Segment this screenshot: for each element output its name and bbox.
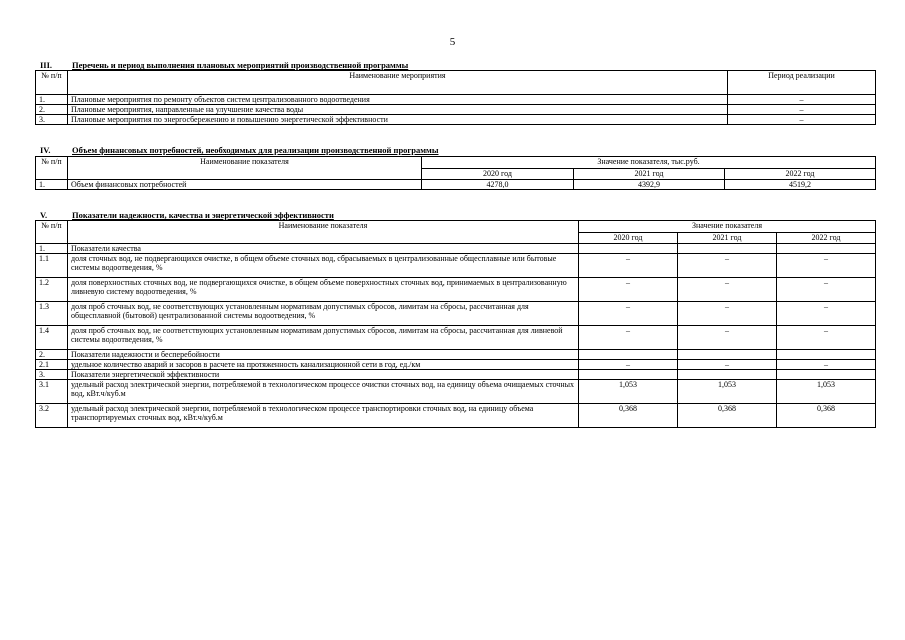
- table-row: [36, 404, 876, 428]
- row-period: –: [728, 115, 876, 125]
- section-5-table: [35, 220, 876, 428]
- row-name: доля проб сточных вод, не соответствующих установленным нормативам допустимых сбросов, лимитам на сбросы, рассчитанная для ливневой системы водоотведения, %: [68, 326, 579, 350]
- page-number: 5: [449, 36, 456, 48]
- row-name: Объем финансовых потребностей: [68, 180, 422, 190]
- row-value: 4278,0: [422, 180, 574, 190]
- row-value: –: [678, 254, 777, 278]
- col-value-header: Значение показателя: [579, 221, 876, 233]
- row-value: –: [579, 360, 678, 370]
- col-number-header: № п/п: [36, 157, 68, 180]
- row-value: [579, 350, 678, 360]
- row-name: удельный расход электрической энергии, потребляемой в технологическом процессе транспортировки сточных вод, на единицу объема транспортируемых сточных вод, кВт.ч/куб.м: [68, 404, 579, 428]
- col-name-header: Наименование мероприятия: [68, 71, 728, 95]
- col-number-header: № п/п: [36, 221, 68, 244]
- table-row: [36, 278, 876, 302]
- section-3-heading: Перечень и период выполнения плановых мероприятий производственной программы: [72, 60, 409, 70]
- row-period: –: [728, 95, 876, 105]
- section-4-title: [40, 145, 438, 155]
- year-header: 2022 год: [777, 233, 876, 244]
- row-name: Плановые мероприятия по ремонту объектов систем централизованного водоотведения: [68, 95, 728, 105]
- row-value: [777, 350, 876, 360]
- section-5-heading: Показатели надежности, качества и энергетической эффективности: [72, 210, 334, 220]
- row-number: 2.: [36, 350, 68, 360]
- col-period-header: Период реализации: [728, 71, 876, 95]
- section-3-table: [35, 70, 876, 125]
- row-value: [777, 370, 876, 380]
- row-name: Показатели качества: [68, 244, 579, 254]
- row-name: доля проб сточных вод, не соответствующих установленным нормативам допустимых сбросов, лимитам на сбросы, рассчитанная для общесплавной (бытовой) централизованной системы водоотведения, %: [68, 302, 579, 326]
- row-value: [678, 350, 777, 360]
- section-3-number: III.: [40, 60, 53, 70]
- row-value: [579, 244, 678, 254]
- year-header: 2020 год: [422, 169, 574, 180]
- row-value: –: [579, 326, 678, 350]
- section-4-table: [35, 156, 876, 190]
- section-5-title: [40, 210, 334, 220]
- row-name: удельный расход электрической энергии, потребляемой в технологическом процессе очистки сточных вод, на единицу объема очищаемых сточных вод, кВт.ч/куб.м: [68, 380, 579, 404]
- row-value: –: [777, 302, 876, 326]
- row-value: –: [777, 326, 876, 350]
- row-number: 1.3: [36, 302, 68, 326]
- row-value: [777, 244, 876, 254]
- col-name-header: Наименование показателя: [68, 221, 579, 244]
- row-value: –: [777, 254, 876, 278]
- row-number: 2.: [36, 105, 68, 115]
- table-row: [36, 105, 876, 115]
- row-name: Показатели энергетической эффективности: [68, 370, 579, 380]
- row-number: 3.: [36, 370, 68, 380]
- row-number: 3.: [36, 115, 68, 125]
- table-row: [36, 380, 876, 404]
- row-name: Плановые мероприятия по энергосбережению и повышению энергетической эффективности: [68, 115, 728, 125]
- row-name: Плановые мероприятия, направленные на улучшение качества воды: [68, 105, 728, 115]
- row-period: –: [728, 105, 876, 115]
- table-row: [36, 180, 876, 190]
- table-row: [36, 254, 876, 278]
- row-number: 1.: [36, 180, 68, 190]
- row-value: –: [678, 302, 777, 326]
- row-value: –: [579, 302, 678, 326]
- table-row: [36, 95, 876, 105]
- table-row: [36, 370, 876, 380]
- table-row: [36, 244, 876, 254]
- year-header: 2020 год: [579, 233, 678, 244]
- row-name: доля сточных вод, не подвергающихся очистке, в общем объеме сточных вод, сбрасываемых в централизованные общесплавные или бытовые системы водоотведения, %: [68, 254, 579, 278]
- row-number: 1.1: [36, 254, 68, 278]
- section-3-title: [40, 60, 408, 70]
- row-value: 1,053: [579, 380, 678, 404]
- row-value: –: [777, 360, 876, 370]
- col-value-header: Значение показателя, тыс.руб.: [422, 157, 876, 169]
- row-name: Показатели надежности и бесперебойности: [68, 350, 579, 360]
- row-value: –: [777, 278, 876, 302]
- row-value: 4392,9: [574, 180, 725, 190]
- row-value: –: [579, 254, 678, 278]
- row-value: –: [678, 360, 777, 370]
- row-value: 1,053: [777, 380, 876, 404]
- table-row: [36, 360, 876, 370]
- year-header: 2021 год: [678, 233, 777, 244]
- section-5-number: V.: [40, 210, 48, 220]
- col-name-header: Наименование показателя: [68, 157, 422, 180]
- row-value: [678, 244, 777, 254]
- row-value: –: [678, 326, 777, 350]
- col-number-header: № п/п: [36, 71, 68, 95]
- row-value: [579, 370, 678, 380]
- table-row: [36, 115, 876, 125]
- year-header: 2021 год: [574, 169, 725, 180]
- table-row: [36, 350, 876, 360]
- year-header: 2022 год: [725, 169, 876, 180]
- section-4-heading: Объем финансовых потребностей, необходимых для реализации производственной программы: [72, 145, 439, 155]
- row-number: 2.1: [36, 360, 68, 370]
- section-4-number: IV.: [40, 145, 51, 155]
- row-value: 0,368: [678, 404, 777, 428]
- row-value: 4519,2: [725, 180, 876, 190]
- table-row: [36, 326, 876, 350]
- table-header-row: [36, 157, 876, 169]
- row-value: 0,368: [777, 404, 876, 428]
- row-value: [678, 370, 777, 380]
- row-number: 1.4: [36, 326, 68, 350]
- row-number: 3.1: [36, 380, 68, 404]
- row-value: 0,368: [579, 404, 678, 428]
- table-header-row: [36, 221, 876, 233]
- row-number: 1.: [36, 95, 68, 105]
- row-value: 1,053: [678, 380, 777, 404]
- row-name: удельное количество аварий и засоров в расчете на протяженность канализационной сети в год, ед./км: [68, 360, 579, 370]
- row-number: 1.2: [36, 278, 68, 302]
- row-name: доля поверхностных сточных вод, не подвергающихся очистке, в общем объеме поверхностных сточных вод, принимаемых в централизованную ливневую систему водоотведения, %: [68, 278, 579, 302]
- row-number: 1.: [36, 244, 68, 254]
- row-value: –: [678, 278, 777, 302]
- row-value: –: [579, 278, 678, 302]
- row-number: 3.2: [36, 404, 68, 428]
- table-header-row: [36, 71, 876, 95]
- table-row: [36, 302, 876, 326]
